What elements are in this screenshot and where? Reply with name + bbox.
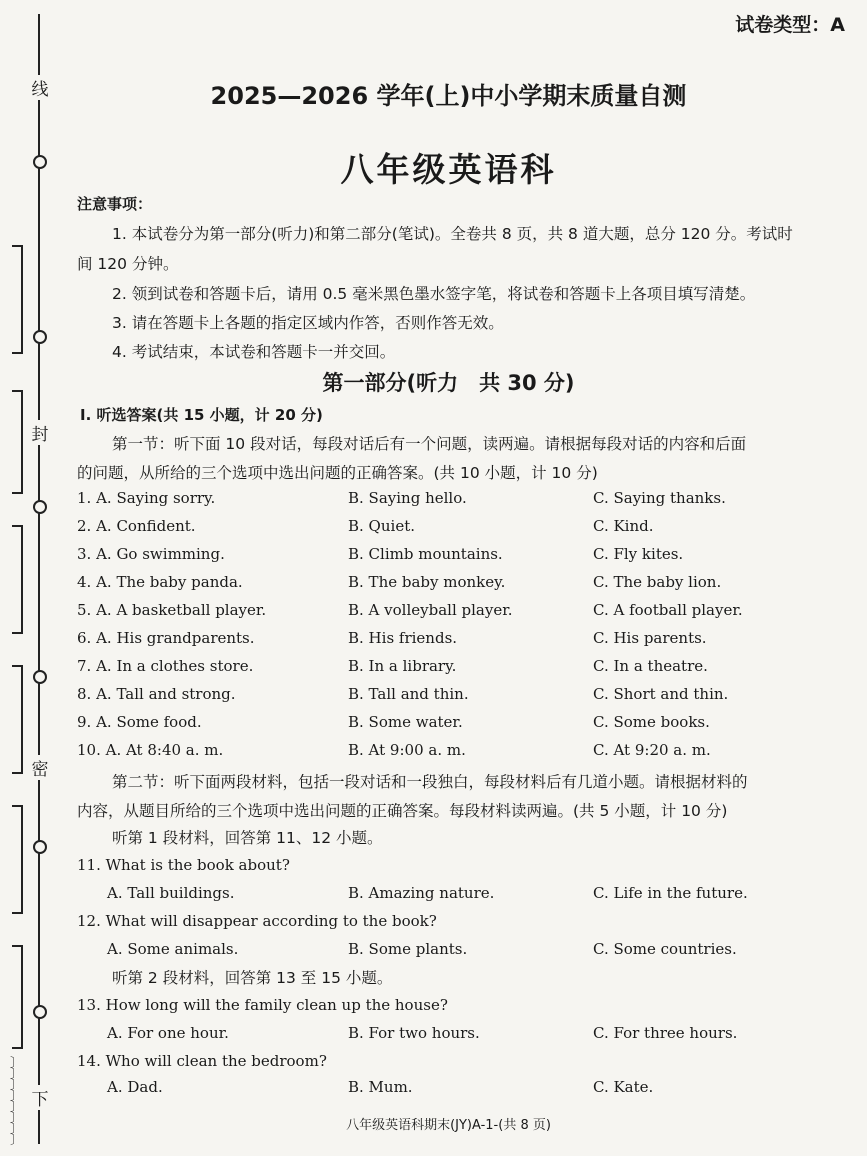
- option-c: C. Kind.: [593, 517, 654, 535]
- option-b: B. For two hours.: [348, 1024, 480, 1042]
- option-b: B. Saying hello.: [348, 489, 467, 507]
- option-c: C. Some countries.: [593, 940, 737, 958]
- notice-item-3: 3. 请在答题卡上各题的指定区域内作答，否则作答无效。: [112, 314, 504, 332]
- option-a: 8. A. Tall and strong.: [77, 685, 236, 703]
- option-b: B. Quiet.: [348, 517, 415, 535]
- option-c: C. For three hours.: [593, 1024, 738, 1042]
- binding-circle: [33, 330, 47, 344]
- option-b: B. Mum.: [348, 1078, 413, 1096]
- notice-item-2: 2. 领到试卷和答题卡后，请用 0.5 毫米黑色墨水签字笔，将试卷和答题卡上各项目填写清楚。: [112, 285, 756, 303]
- margin-label-line: 线: [27, 75, 53, 100]
- material-2-note: 听第 2 段材料，回答第 13 至 15 小题。: [112, 969, 393, 987]
- header-title: 2025—2026 学年(上)中小学期末质量自测: [210, 82, 687, 110]
- option-a: A. Dad.: [107, 1078, 163, 1096]
- option-a: 2. A. Confident.: [77, 517, 196, 535]
- margin-bracket: [12, 525, 23, 634]
- question-stem: 12. What will disappear according to the book?: [77, 912, 437, 930]
- option-c: C. The baby lion.: [593, 573, 722, 591]
- option-a: A. Tall buildings.: [107, 884, 235, 902]
- margin-bracket: [12, 945, 23, 1049]
- option-a: 6. A. His grandparents.: [77, 629, 255, 647]
- option-c: C. Short and thin.: [593, 685, 729, 703]
- option-c: C. A football player.: [593, 601, 743, 619]
- notice-item-1: 1. 本试卷分为第一部分(听力)和第二部分(笔试)。全卷共 8 页，共 8 道大题，总分 120 分。考试时: [112, 225, 793, 243]
- option-b: B. Some water.: [348, 713, 463, 731]
- option-c: C. Saying thanks.: [593, 489, 726, 507]
- option-b: B. In a library.: [348, 657, 457, 675]
- section1-instruction-cont: 的问题，从所给的三个选项中选出问题的正确答案。(共 10 小题，计 10 分): [77, 464, 598, 482]
- option-c: C. In a theatre.: [593, 657, 708, 675]
- binding-circle: [33, 500, 47, 514]
- section1-instruction: 第一节：听下面 10 段对话，每段对话后有一个问题，读两遍。请根据每段对话的内容和后面: [112, 435, 747, 453]
- option-a: 5. A. A basketball player.: [77, 601, 267, 619]
- option-b: B. Climb mountains.: [348, 545, 503, 563]
- material-1-note: 听第 1 段材料，回答第 11、12 小题。: [112, 829, 383, 847]
- section2-instruction-cont: 内容，从题目所给的三个选项中选出问题的正确答案。每段材料读两遍。(共 5 小题，计 10 分): [77, 802, 728, 820]
- option-c: C. Life in the future.: [593, 884, 748, 902]
- question-stem: 11. What is the book about?: [77, 856, 290, 874]
- subject-title: 八年级英语科: [340, 150, 557, 189]
- binding-circle: [33, 1005, 47, 1019]
- margin-label-down: 下: [27, 1085, 53, 1110]
- option-b: B. Some plants.: [348, 940, 468, 958]
- question-stem: 14. Who will clean the bedroom?: [77, 1052, 327, 1070]
- part1-title: 第一部分(听力 共 30 分): [322, 371, 575, 395]
- option-a: 3. A. Go swimming.: [77, 545, 225, 563]
- option-c: C. At 9:20 a. m.: [593, 741, 711, 759]
- margin-bracket: [12, 665, 23, 774]
- option-c: C. Kate.: [593, 1078, 654, 1096]
- section2-instruction: 第二节：听下面两段材料，包括一段对话和一段独白，每段材料后有几道小题。请根据材料的: [112, 773, 748, 791]
- option-b: B. Amazing nature.: [348, 884, 495, 902]
- notice-item-1-cont: 间 120 分钟。: [77, 255, 179, 273]
- option-b: B. A volleyball player.: [348, 601, 513, 619]
- option-b: B. The baby monkey.: [348, 573, 506, 591]
- option-b: B. Tall and thin.: [348, 685, 469, 703]
- page-footer: 八年级英语科期末(JY)A-1-(共 8 页): [346, 1118, 551, 1133]
- option-a: 1. A. Saying sorry.: [77, 489, 216, 507]
- margin-bracket: [12, 390, 23, 494]
- option-a: 10. A. At 8:40 a. m.: [77, 741, 224, 759]
- margin-wave-decoration: 〕 〕 〕 〕 〕 〕 〕 〕: [10, 1056, 24, 1148]
- option-c: C. Fly kites.: [593, 545, 684, 563]
- option-c: C. Some books.: [593, 713, 710, 731]
- option-a: A. Some animals.: [107, 940, 239, 958]
- option-a: 9. A. Some food.: [77, 713, 202, 731]
- margin-bracket: [12, 245, 23, 354]
- notice-heading: 注意事项：: [77, 195, 153, 213]
- section1-heading: Ⅰ. 听选答案(共 15 小题，计 20 分): [80, 406, 323, 424]
- margin-label-secret: 密: [27, 755, 53, 780]
- option-a: A. For one hour.: [107, 1024, 229, 1042]
- question-stem: 13. How long will the family clean up the house?: [77, 996, 448, 1014]
- margin-bracket: [12, 805, 23, 914]
- exam-type: 试卷类型：A: [735, 14, 845, 36]
- notice-item-4: 4. 考试结束，本试卷和答题卡一并交回。: [112, 343, 396, 361]
- option-c: C. His parents.: [593, 629, 707, 647]
- option-a: 4. A. The baby panda.: [77, 573, 243, 591]
- binding-circle: [33, 840, 47, 854]
- binding-circle: [33, 670, 47, 684]
- margin-label-seal: 封: [27, 420, 53, 445]
- option-b: B. His friends.: [348, 629, 458, 647]
- option-b: B. At 9:00 a. m.: [348, 741, 466, 759]
- option-a: 7. A. In a clothes store.: [77, 657, 254, 675]
